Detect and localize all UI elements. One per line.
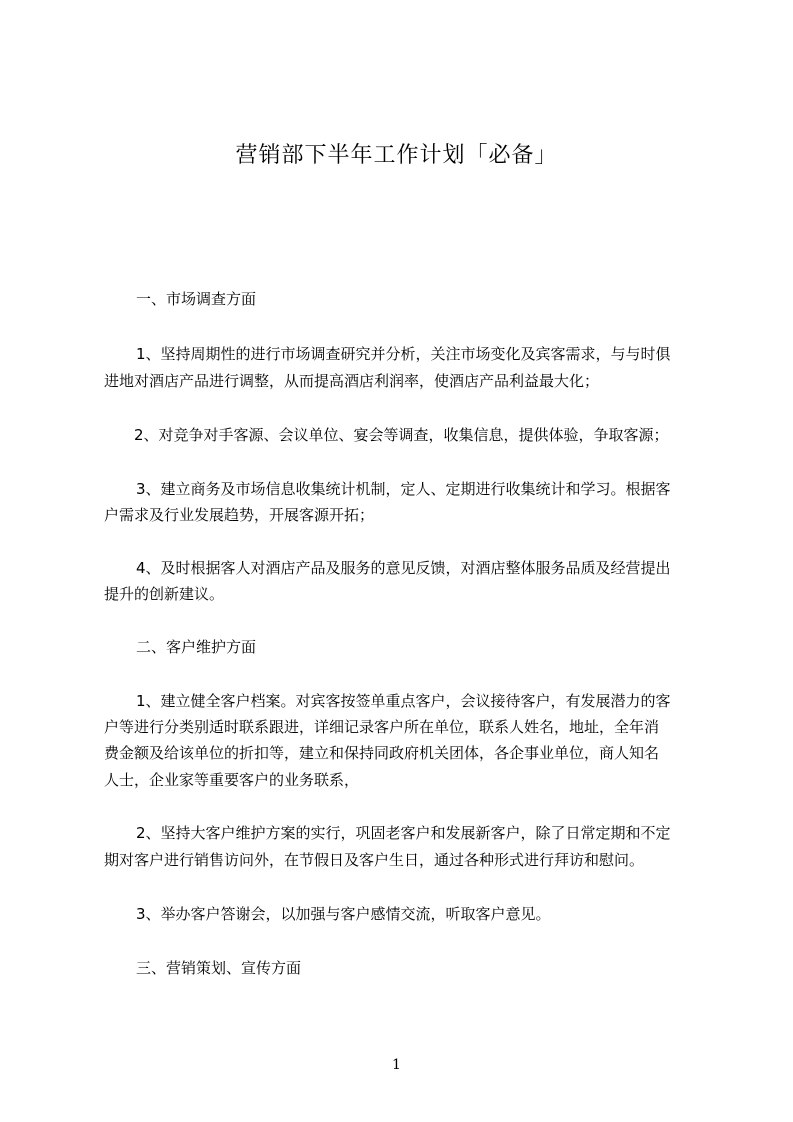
paragraph-line: 3、举办客户答谢会，以加强与客户感情交流，听取客户意见。 [136,905,551,923]
section-heading-customer-maintenance: 二、客户维护方面 [136,638,257,656]
paragraph-line: 费金额及给该单位的折扣等，建立和保持同政府机关团体，各企事业单位，商人知名 [104,744,660,762]
paragraph-line: 1、坚持周期性的进行市场调查研究并分析，关注市场变化及宾客需求，与与时俱 [136,345,671,363]
paragraph-line: 提升的创新建议。 [104,585,225,603]
paragraph-line: 4、及时根据客人对酒店产品及服务的意见反馈，对酒店整体服务品质及经营提出 [136,559,671,577]
paragraph-line: 1、建立健全客户档案。对宾客按签单重点客户，会议接待客户，有发展潜力的客 [136,692,671,710]
paragraph-line: 2、对竞争对手客源、会议单位、宴会等调查，收集信息，提供体验，争取客源； [134,426,669,444]
section-heading-market-research: 一、市场调查方面 [136,290,257,308]
page-number: 1 [392,1057,401,1073]
paragraph-line: 人士，企业家等重要客户的业务联系， [104,771,360,789]
paragraph-line: 期对客户进行销售访问外，在节假日及客户生日，通过各种形式进行拜访和慰问。 [104,851,645,869]
paragraph-line: 户需求及行业发展趋势，开展客源开拓； [104,506,375,524]
paragraph-line: 2、坚持大客户维护方案的实行，巩固老客户和发展新客户，除了日常定期和不定 [136,824,671,842]
paragraph-line: 户等进行分类别适时联系跟进，详细记录客户所在单位，联系人姓名，地址，全年消 [104,718,660,736]
paragraph-line: 进地对酒店产品进行调整，从而提高酒店利润率，使酒店产品利益最大化； [104,372,600,390]
section-heading-marketing-promotion: 三、营销策划、宣传方面 [136,959,302,977]
paragraph-line: 3、建立商务及市场信息收集统计机制，定人、定期进行收集统计和学习。根据客 [136,480,671,498]
document-title: 营销部下半年工作计划「必备」 [235,143,558,168]
